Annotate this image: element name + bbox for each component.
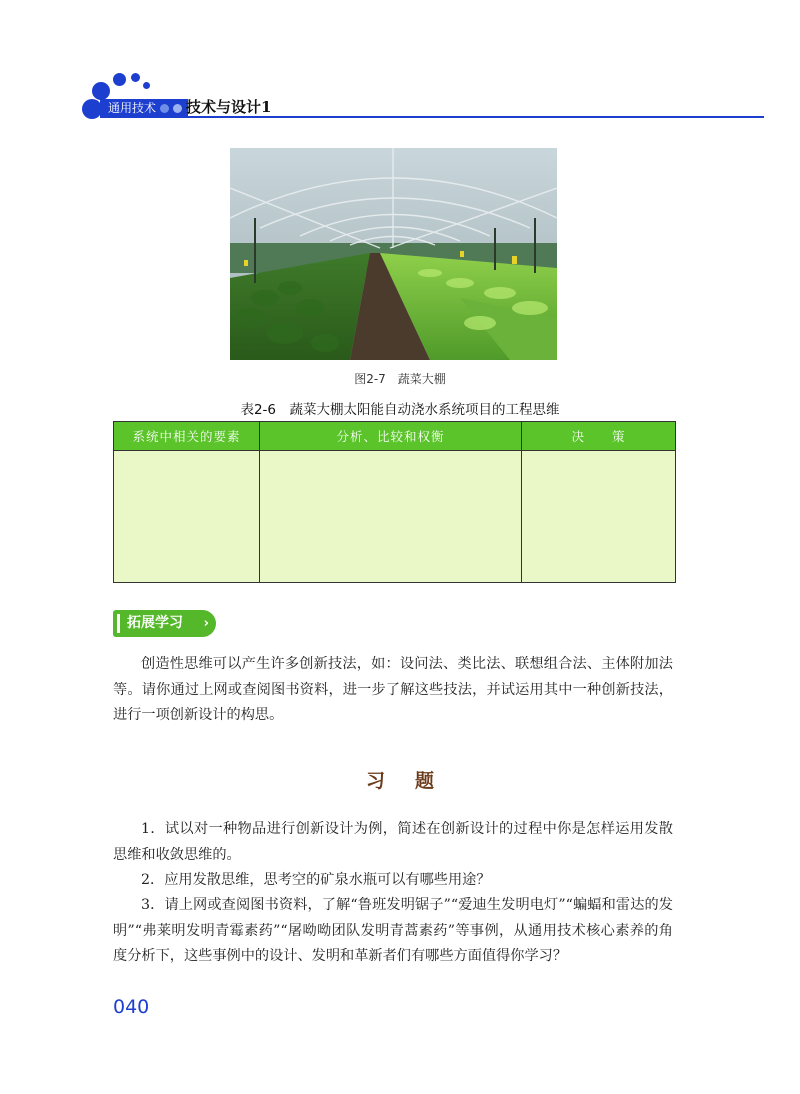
greenhouse-photo xyxy=(230,148,557,360)
table-title: 表2-6 蔬菜大棚太阳能自动浇水系统项目的工程思维 xyxy=(240,402,560,418)
exercise-item: 3．请上网或查阅图书资料，了解“鲁班发明锯子”“爱迪生发明电灯”“蝙蝠和雷达的发明”“弗莱明发明青霉素药”“屠呦呦团队发明青蒿素药”等事例，从通用技术核心素养的角度分析下，这些事例中的设计、发明和革新者们有哪些方面值得你学习？ xyxy=(113,897,673,964)
figure-caption: 图2-7 蔬菜大棚 xyxy=(354,372,446,386)
exercise-item: 2．应用发散思维，思考空的矿泉水瓶可以有哪些用途？ xyxy=(141,872,491,888)
table-header-row xyxy=(114,422,676,451)
extension-badge xyxy=(113,610,216,637)
exercise-item: 1．试以对一种物品进行创新设计为例，简述在创新设计的过程中你是怎样运用发散思维和收敛思维的。 xyxy=(113,821,673,863)
badge-bar-icon xyxy=(117,614,120,633)
table-cell xyxy=(114,451,260,583)
engineering-thinking-table xyxy=(113,421,676,583)
header-badge xyxy=(100,99,188,117)
exercises-title: 习题 xyxy=(365,770,464,792)
table-header-cell: 决 策 xyxy=(522,422,676,451)
chevron-right-icon: › xyxy=(203,616,209,631)
table-header-cell: 分析、比较和权衡 xyxy=(260,422,522,451)
book-title: 技术与设计1 xyxy=(186,98,272,116)
header-badge-label: 通用技术 xyxy=(108,101,157,115)
table-header-cell: 系统中相关的要素 xyxy=(114,422,260,451)
table-row xyxy=(114,451,676,583)
extension-text: 创造性思维可以产生许多创新技法，如：设问法、类比法、联想组合法、主体附加法等。请你通过上网或查阅图书资料，进一步了解这些技法，并试运用其中一种创新技法，进行一项创新设计的构思。 xyxy=(113,656,673,723)
badge-dot-icon xyxy=(173,104,182,113)
page-number: 040 xyxy=(113,996,150,1018)
header-divider xyxy=(100,116,764,118)
table-cell xyxy=(522,451,676,583)
badge-dot-icon xyxy=(160,104,169,113)
table-cell xyxy=(260,451,522,583)
extension-label: 拓展学习 xyxy=(127,615,183,631)
